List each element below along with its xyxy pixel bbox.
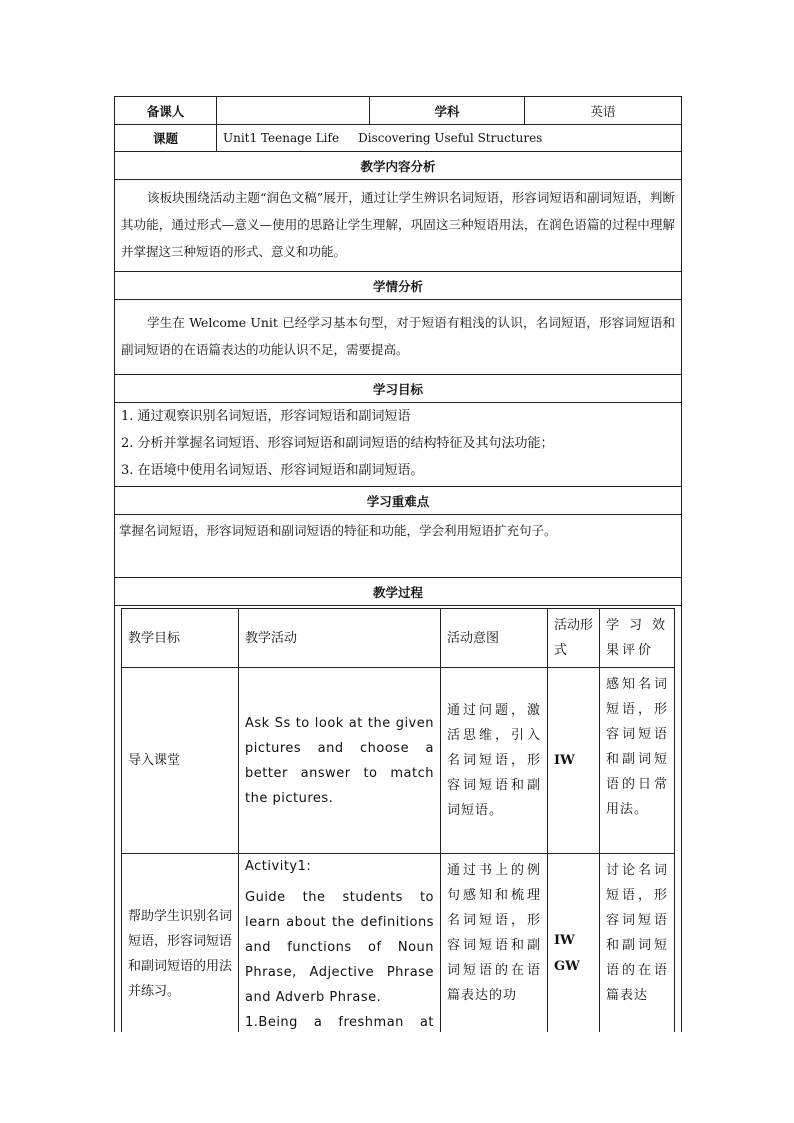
process-body-row — [115, 606, 682, 1033]
row2-activity-title: Activity1: — [245, 859, 312, 874]
row1-activity: Ask Ss to look at the given pictures and choose a better answer to match the pictures. — [239, 668, 441, 854]
process-title: 教学过程 — [115, 578, 682, 606]
student-analysis-title-row — [115, 272, 682, 300]
col-header-goal: 教学目标 — [122, 609, 239, 668]
process-table — [121, 608, 675, 1032]
process-header-row — [122, 609, 675, 668]
row2-form: IW GW — [548, 854, 600, 1033]
content-analysis-title: 教学内容分析 — [115, 152, 682, 180]
topic-value: Unit1 Teenage Life Discovering Useful Structures — [217, 125, 682, 152]
row1-goal: 导入课堂 — [122, 668, 239, 854]
lesson-plan-table — [114, 96, 682, 1032]
process-title-row — [115, 578, 682, 606]
student-analysis-body-row — [115, 300, 682, 375]
col-header-activity: 教学活动 — [239, 609, 441, 668]
process-container — [115, 606, 682, 1033]
row1-form: IW — [548, 668, 600, 854]
student-analysis-title: 学情分析 — [115, 272, 682, 300]
key-points-body-row — [115, 515, 682, 578]
key-points-title: 学习重难点 — [115, 487, 682, 515]
row2-eval: 讨论名词短语，形容词短语和副词短语的在语篇表达 — [600, 854, 675, 1033]
objectives-title-row — [115, 375, 682, 403]
content-analysis-title-row — [115, 152, 682, 180]
header-row-topic — [115, 125, 682, 152]
col-header-form: 活动形式 — [548, 609, 600, 668]
table-row — [122, 854, 675, 1033]
table-row — [122, 668, 675, 854]
subject-label: 学科 — [370, 97, 525, 125]
key-points-text: 掌握名词短语，形容词短语和副词短语的特征和功能，学会利用短语扩充句子。 — [115, 515, 682, 578]
row1-eval: 感知名词短语，形容词短语和副词短语的日常用法。 — [600, 668, 675, 854]
row2-activity-cell — [239, 854, 441, 1033]
subject-value: 英语 — [525, 97, 682, 125]
objective-item: 3. 在语境中使用名词短语、形容词短语和副词短语。 — [121, 463, 424, 478]
lesson-plan-document — [114, 96, 681, 1032]
objectives-title: 学习目标 — [115, 375, 682, 403]
content-analysis-body-row — [115, 180, 682, 272]
student-analysis-text: 学生在 Welcome Unit 已经学习基本句型，对于短语有粗浅的认识，名词短语，形容词短语和副词短语的在语篇表达的功能认识不足，需要提高。 — [115, 300, 682, 375]
content-analysis-text: 该板块围绕活动主题“润色文稿”展开，通过让学生辨识名词短语，形容词短语和副词短语，判断其功能，通过形式—意义—使用的思路让学生理解，巩固这三种短语用法，在润色语篇的过程中理解并掌握这三种短语的形式、意义和功能。 — [115, 180, 682, 272]
objectives-list — [115, 403, 682, 487]
row2-activity-text: Guide the students to learn about the definitions and functions of Noun Phrase, Adjective Phrase and Adverb Phrase. — [245, 890, 434, 1005]
row1-intent: 通过问题，激活思维，引入名词短语，形容词短语和副词短语。 — [441, 668, 548, 854]
header-row-preparer — [115, 97, 682, 125]
objective-item: 2. 分析并掌握名词短语、形容词短语和副词短语的结构特征及其句法功能； — [121, 436, 554, 451]
row2-intent: 通过书上的例句感知和梳理名词短语，形容词短语和副词短语的在语篇表达的功 — [441, 854, 548, 1033]
row2-goal: 帮助学生识别名词短语，形容词短语和副词短语的用法并练习。 — [122, 854, 239, 1033]
row2-activity-more: 1.Being a freshman at — [245, 1015, 434, 1030]
topic-label: 课题 — [115, 125, 217, 152]
objective-item: 1. 通过观察识别名词短语，形容词短语和副词短语 — [121, 409, 411, 424]
col-header-intent: 活动意图 — [441, 609, 548, 668]
objectives-body-row — [115, 403, 682, 487]
preparer-label: 备课人 — [115, 97, 217, 125]
preparer-value — [217, 97, 370, 125]
col-header-eval: 学习效果评价 — [600, 609, 675, 668]
key-points-title-row — [115, 487, 682, 515]
